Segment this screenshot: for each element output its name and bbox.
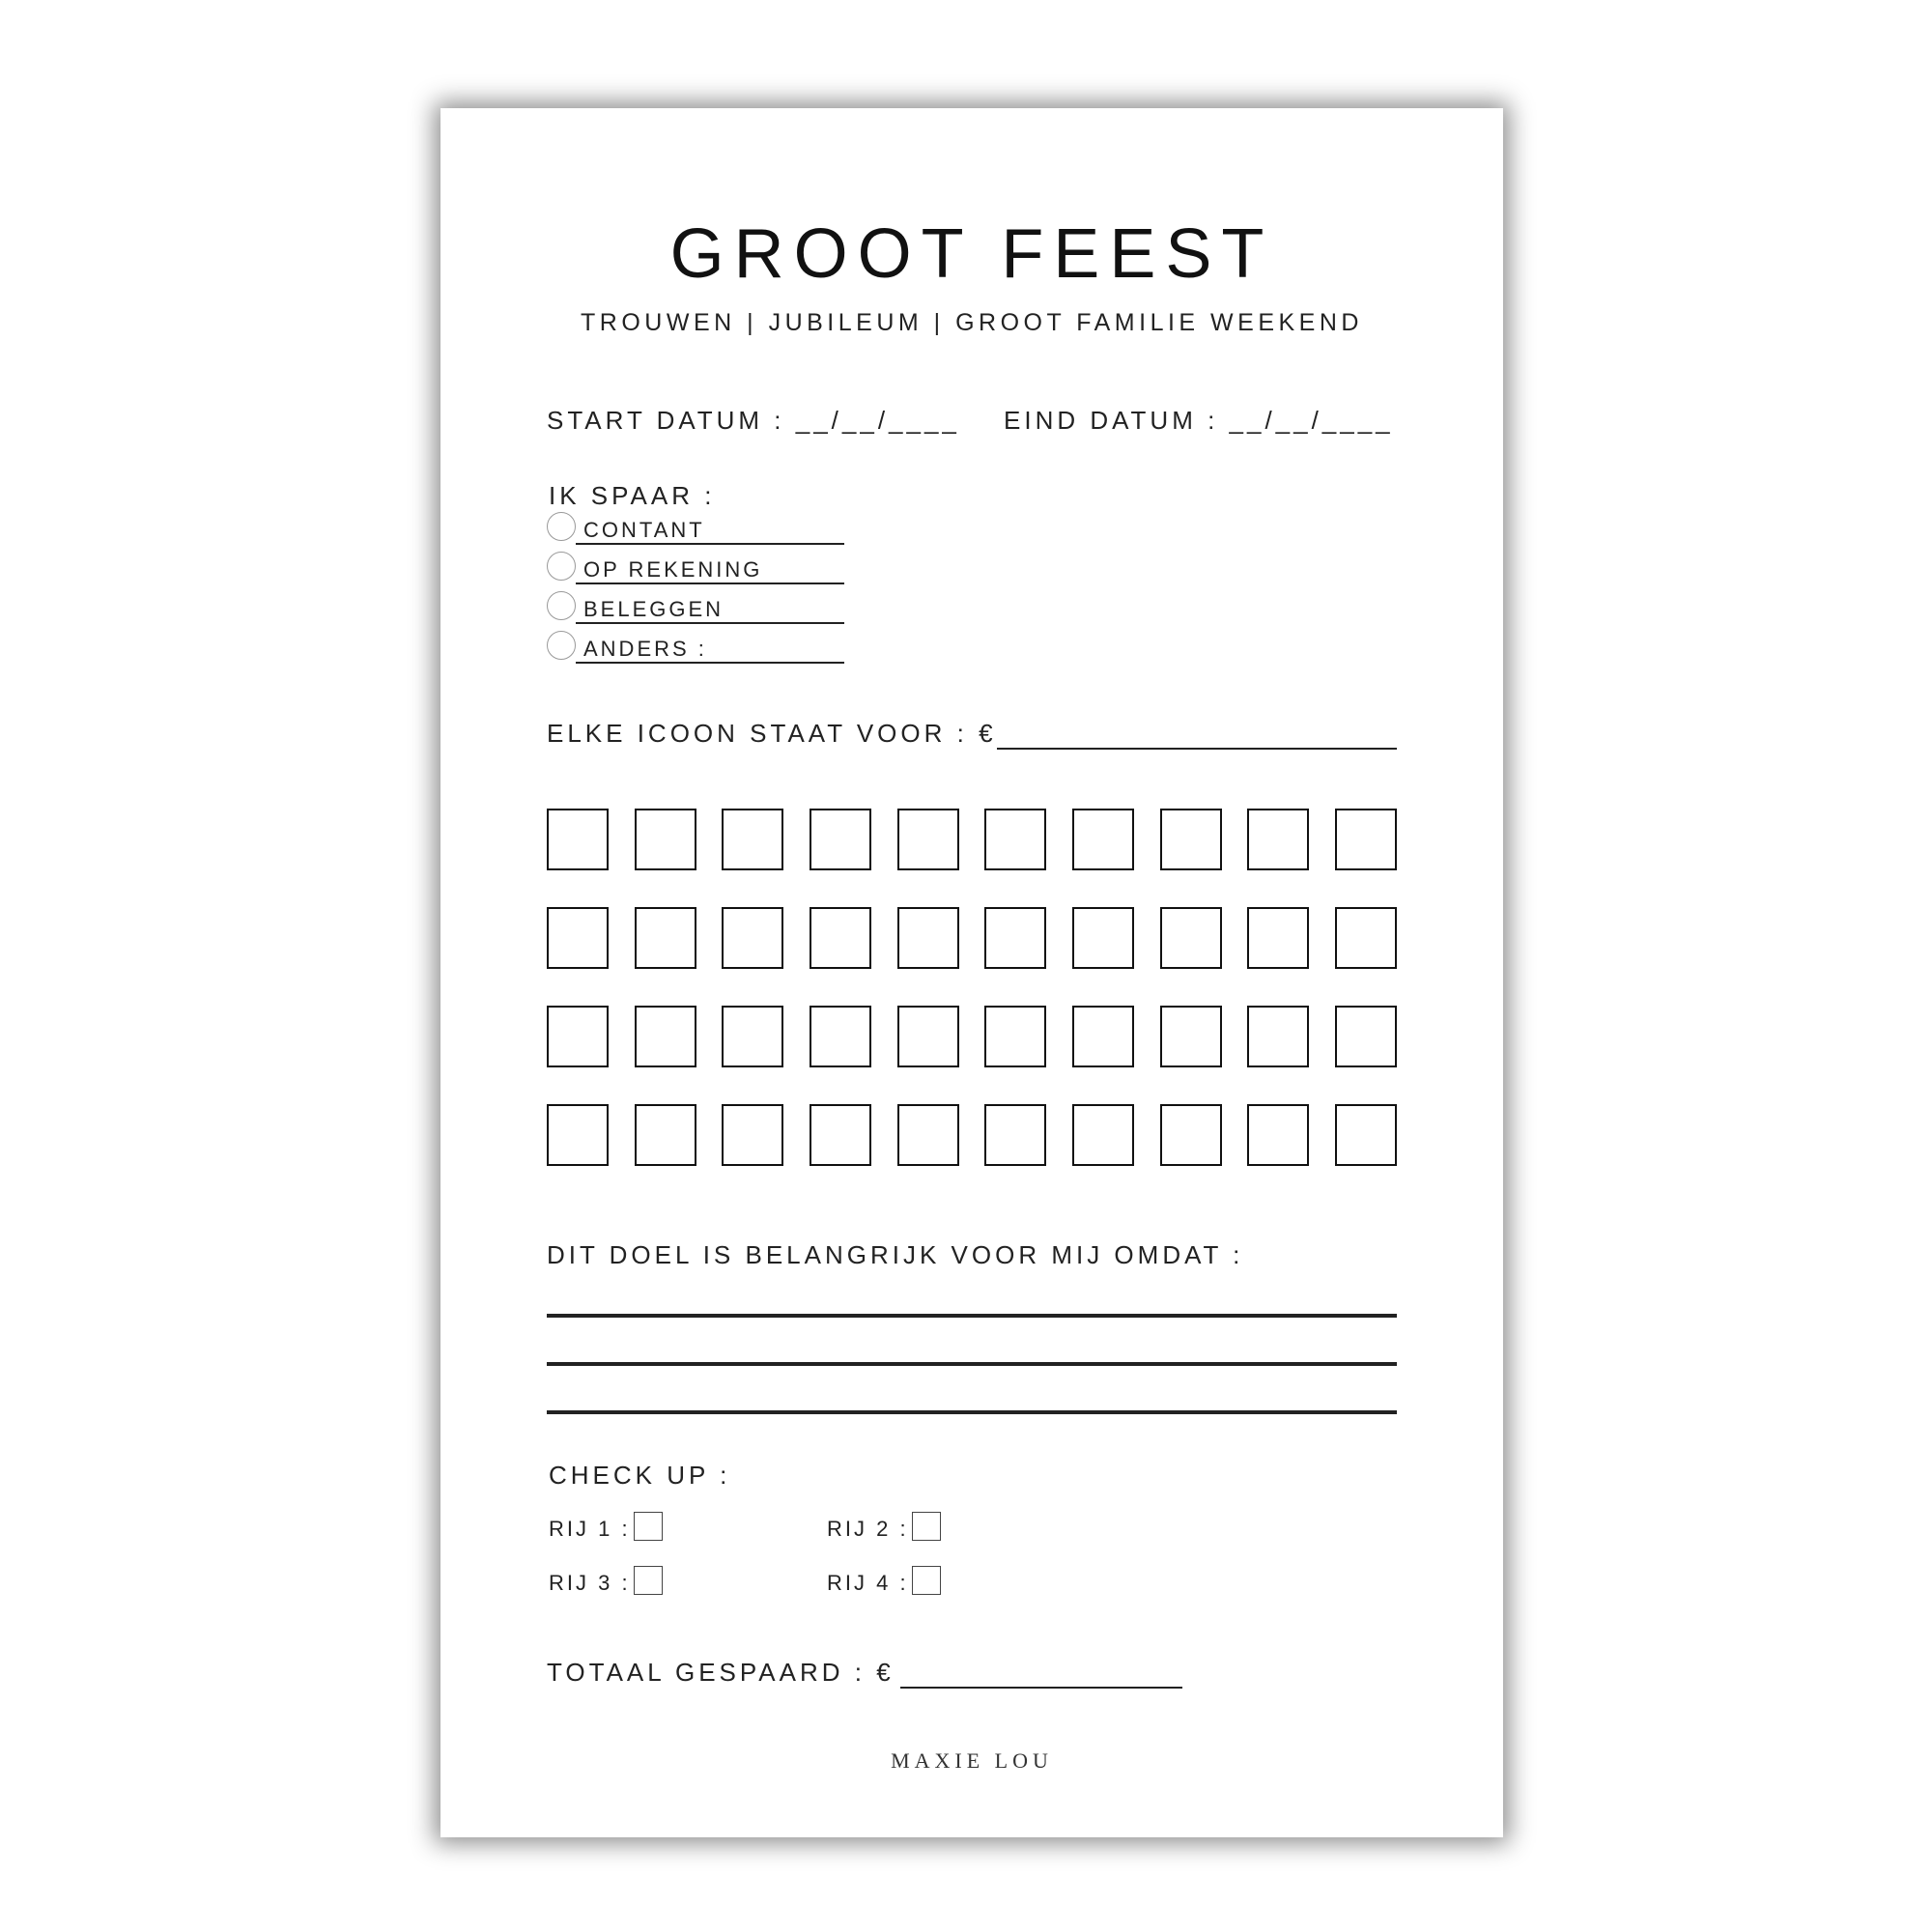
icon-value-label: ELKE ICOON STAAT VOOR : € [547,719,997,748]
tracker-cell[interactable] [1160,907,1222,969]
goal-label: DIT DOEL IS BELANGRIJK VOOR MIJ OMDAT : [547,1240,1244,1269]
tracker-cell[interactable] [810,1006,871,1067]
radio-beleggen[interactable] [547,591,576,620]
radio-contant[interactable] [547,512,576,541]
tracker-cell[interactable] [984,809,1046,870]
tracker-cell[interactable] [897,1006,959,1067]
tracker-cell[interactable] [635,1104,696,1166]
tracker-cell[interactable] [1072,1104,1134,1166]
page-subtitle: TROUWEN | JUBILEUM | GROOT FAMILIE WEEKEND [581,309,1363,336]
tracker-cell[interactable] [897,1104,959,1166]
checkup-box-row-2[interactable] [912,1512,941,1541]
option-label-anders: ANDERS : [583,637,707,661]
tracker-cell[interactable] [1247,907,1309,969]
tracker-cell[interactable] [984,907,1046,969]
tracker-cell[interactable] [722,809,783,870]
end-date-label[interactable]: EIND DATUM : __/__/____ [1004,406,1394,435]
radio-op-rekening[interactable] [547,552,576,581]
goal-line[interactable] [547,1410,1397,1414]
checkup-label-row-2: RIJ 2 : [827,1517,909,1541]
tracker-cell[interactable] [547,1006,609,1067]
tracker-cell[interactable] [635,809,696,870]
checkup-label-row-4: RIJ 4 : [827,1571,909,1595]
tracker-cell[interactable] [1160,809,1222,870]
option-label-contant: CONTANT [583,518,705,542]
option-label-beleggen: BELEGGEN [583,597,724,621]
tracker-cell[interactable] [547,809,609,870]
checkup-box-row-1[interactable] [634,1512,663,1541]
checkup-box-row-4[interactable] [912,1566,941,1595]
tracker-cell[interactable] [547,907,609,969]
brand-logo: MAXIE LOU [891,1748,1053,1773]
tracker-cell[interactable] [1247,1006,1309,1067]
tracker-cell[interactable] [1160,1104,1222,1166]
tracker-cell[interactable] [1247,1104,1309,1166]
tracker-cell[interactable] [1335,809,1397,870]
tracker-cell[interactable] [1160,1006,1222,1067]
option-line [576,543,844,545]
tracker-cell[interactable] [897,907,959,969]
icon-value-line[interactable] [997,748,1397,750]
goal-line[interactable] [547,1314,1397,1318]
savings-label: IK SPAAR : [549,481,716,510]
tracker-cell[interactable] [984,1006,1046,1067]
tracker-cell[interactable] [722,1104,783,1166]
tracker-cell[interactable] [1335,1006,1397,1067]
radio-anders[interactable] [547,631,576,660]
planner-page [440,108,1503,1837]
total-saved-line[interactable] [900,1687,1182,1689]
tracker-cell[interactable] [635,907,696,969]
tracker-cell[interactable] [810,907,871,969]
tracker-cell[interactable] [897,809,959,870]
tracker-cell[interactable] [810,809,871,870]
tracker-cell[interactable] [547,1104,609,1166]
start-date-label[interactable]: START DATUM : __/__/____ [547,406,960,435]
page-title: GROOT FEEST [669,215,1274,293]
checkup-label-row-3: RIJ 3 : [549,1571,631,1595]
tracker-cell[interactable] [722,1006,783,1067]
tracker-cell[interactable] [1072,809,1134,870]
option-line [576,582,844,584]
checkup-label-row-1: RIJ 1 : [549,1517,631,1541]
tracker-cell[interactable] [1335,907,1397,969]
tracker-cell[interactable] [1072,1006,1134,1067]
goal-line[interactable] [547,1362,1397,1366]
option-line [576,622,844,624]
tracker-cell[interactable] [1247,809,1309,870]
checkup-box-row-3[interactable] [634,1566,663,1595]
tracker-cell[interactable] [722,907,783,969]
tracker-cell[interactable] [810,1104,871,1166]
option-line[interactable] [576,662,844,664]
tracker-cell[interactable] [1335,1104,1397,1166]
tracker-cell[interactable] [635,1006,696,1067]
tracker-cell[interactable] [1072,907,1134,969]
option-label-op-rekening: OP REKENING [583,557,763,582]
tracker-cell[interactable] [984,1104,1046,1166]
checkup-label: CHECK UP : [549,1461,731,1490]
total-saved-label: TOTAAL GESPAARD : € [547,1658,895,1687]
savings-tracker-grid [547,809,1397,1180]
